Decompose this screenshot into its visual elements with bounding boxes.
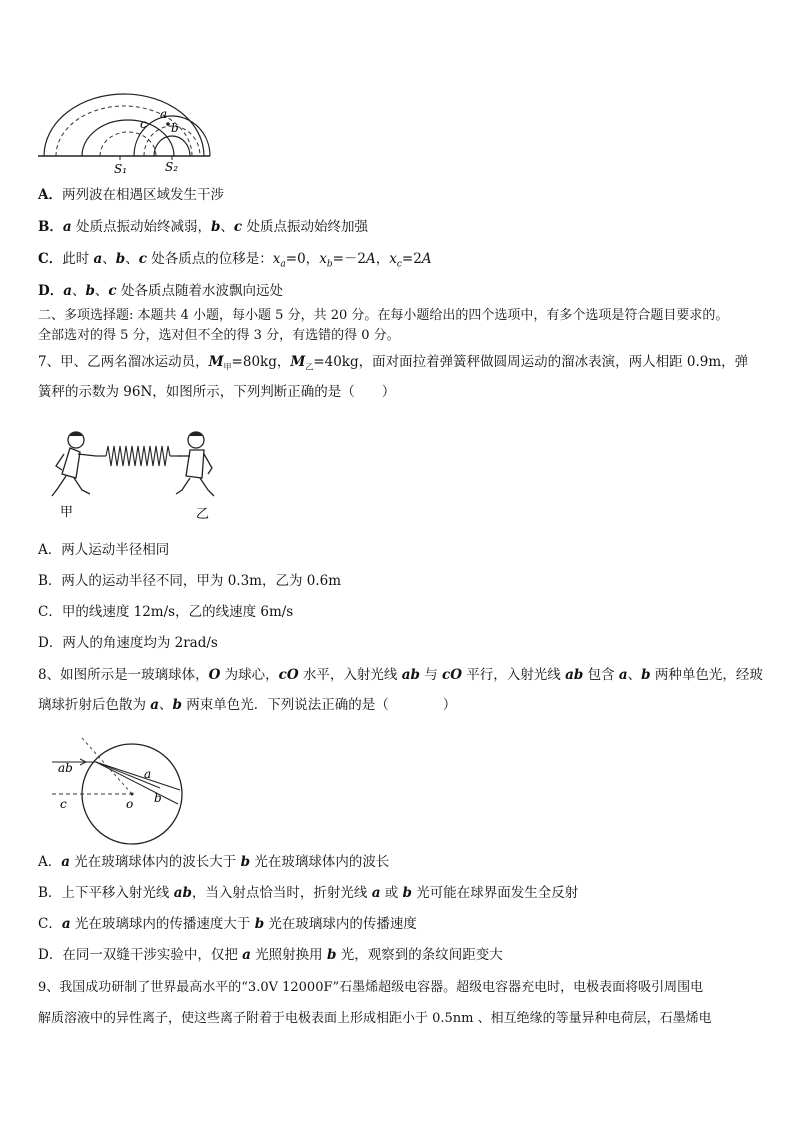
q8-stem-line1: 8、如图所示是一玻璃球体，O 为球心，cO 水平，入射光线 ab 与 cO 平行，入射光线 ab 包含 a、b 两种单色光，经玻 <box>38 667 763 683</box>
q7-option-b: B．两人的运动半径不同，甲为 0.3m，乙为 0.6m <box>38 573 342 589</box>
label-c-point: c <box>60 797 67 811</box>
wave-interference-figure <box>36 80 216 180</box>
section2-line2: 全部选对的得 5 分，选对但不全的得 3 分，有选错的得 0 分。 <box>38 328 400 343</box>
label-c: c <box>140 117 147 131</box>
q8-option-b: B．上下平移入射光线 ab，当入射点恰当时，折射光线 a 或 b 光可能在球界面发生全反射 <box>38 885 579 901</box>
q9-line2: 解质溶液中的异性离子，使这些离子附着于电极表面上形成相距小于 0.5nm 、相互绝缘的等量异种电荷层，石墨烯电 <box>38 1011 712 1026</box>
q7-option-d: D．两人的角速度均为 2rad/s <box>38 635 218 651</box>
label-b-ray: b <box>154 791 162 805</box>
label-ab: ab <box>58 761 73 775</box>
label-b: b <box>171 121 179 135</box>
q9-line1: 9、我国成功研制了世界最高水平的“3.0V 12000F”石墨烯超级电容器。超级电容器充电时，电极表面将吸引周围电 <box>38 980 704 995</box>
label-jia: 甲 <box>60 505 74 520</box>
q8-option-d: D．在同一双缝干涉实验中，仅把 a 光照射换用 b 光，观察到的条纹间距变大 <box>38 947 503 963</box>
q8-option-c: C．a 光在玻璃球内的传播速度大于 b 光在玻璃球内的传播速度 <box>38 916 417 932</box>
label-yi: 乙 <box>196 507 210 522</box>
q8-option-a: A．a 光在玻璃球体内的波长大于 b 光在玻璃球体内的波长 <box>38 854 390 870</box>
q7-option-a: A．两人运动半径相同 <box>38 542 170 558</box>
q7-stem-line1: 7、甲、乙两名溜冰运动员，$M_甲=80kg$，$M_乙=40kg$，面对面拉着弹簧秤做圆周运动的溜冰表演，两人相距 0.9m，弹 <box>38 354 749 372</box>
label-a: a <box>160 107 168 121</box>
glass-sphere-figure <box>50 728 200 848</box>
label-s2: S₂ <box>165 160 179 174</box>
q7-stem-line2: 簧秤的示数为 96N，如图所示，下列判断正确的是（ ） <box>38 384 396 400</box>
q7-option-c: C．甲的线速度 12m/s，乙的线速度 6m/s <box>38 604 294 620</box>
q6-option-b: B．a 处质点振动始终减弱，b、c 处质点振动始终加强 <box>38 219 368 235</box>
q6-option-d: D．a、b、c 处各质点随着水波飘向远处 <box>38 283 283 299</box>
q6-option-a: A．两列波在相遇区域发生干涉 <box>38 187 224 203</box>
section2-line1: 二、多项选择题: 本题共 4 小题，每小题 5 分，共 20 分。在每小题给出的四个选项中，有多个选项是符合题目要求的。 <box>38 308 729 323</box>
label-s1: S₁ <box>114 162 128 176</box>
label-a-ray: a <box>144 767 152 781</box>
q8-stem-line2: 璃球折射后色散为 a、b 两束单色光．下列说法正确的是（ ） <box>38 697 457 713</box>
q6-option-c: C．此时 a、b、c 处各质点的位移是：$x_a=0$，$x_b=-2A$，$x_c=2A$ <box>38 251 432 270</box>
skaters-spring-figure <box>40 424 230 524</box>
label-o-center: o <box>126 797 134 811</box>
